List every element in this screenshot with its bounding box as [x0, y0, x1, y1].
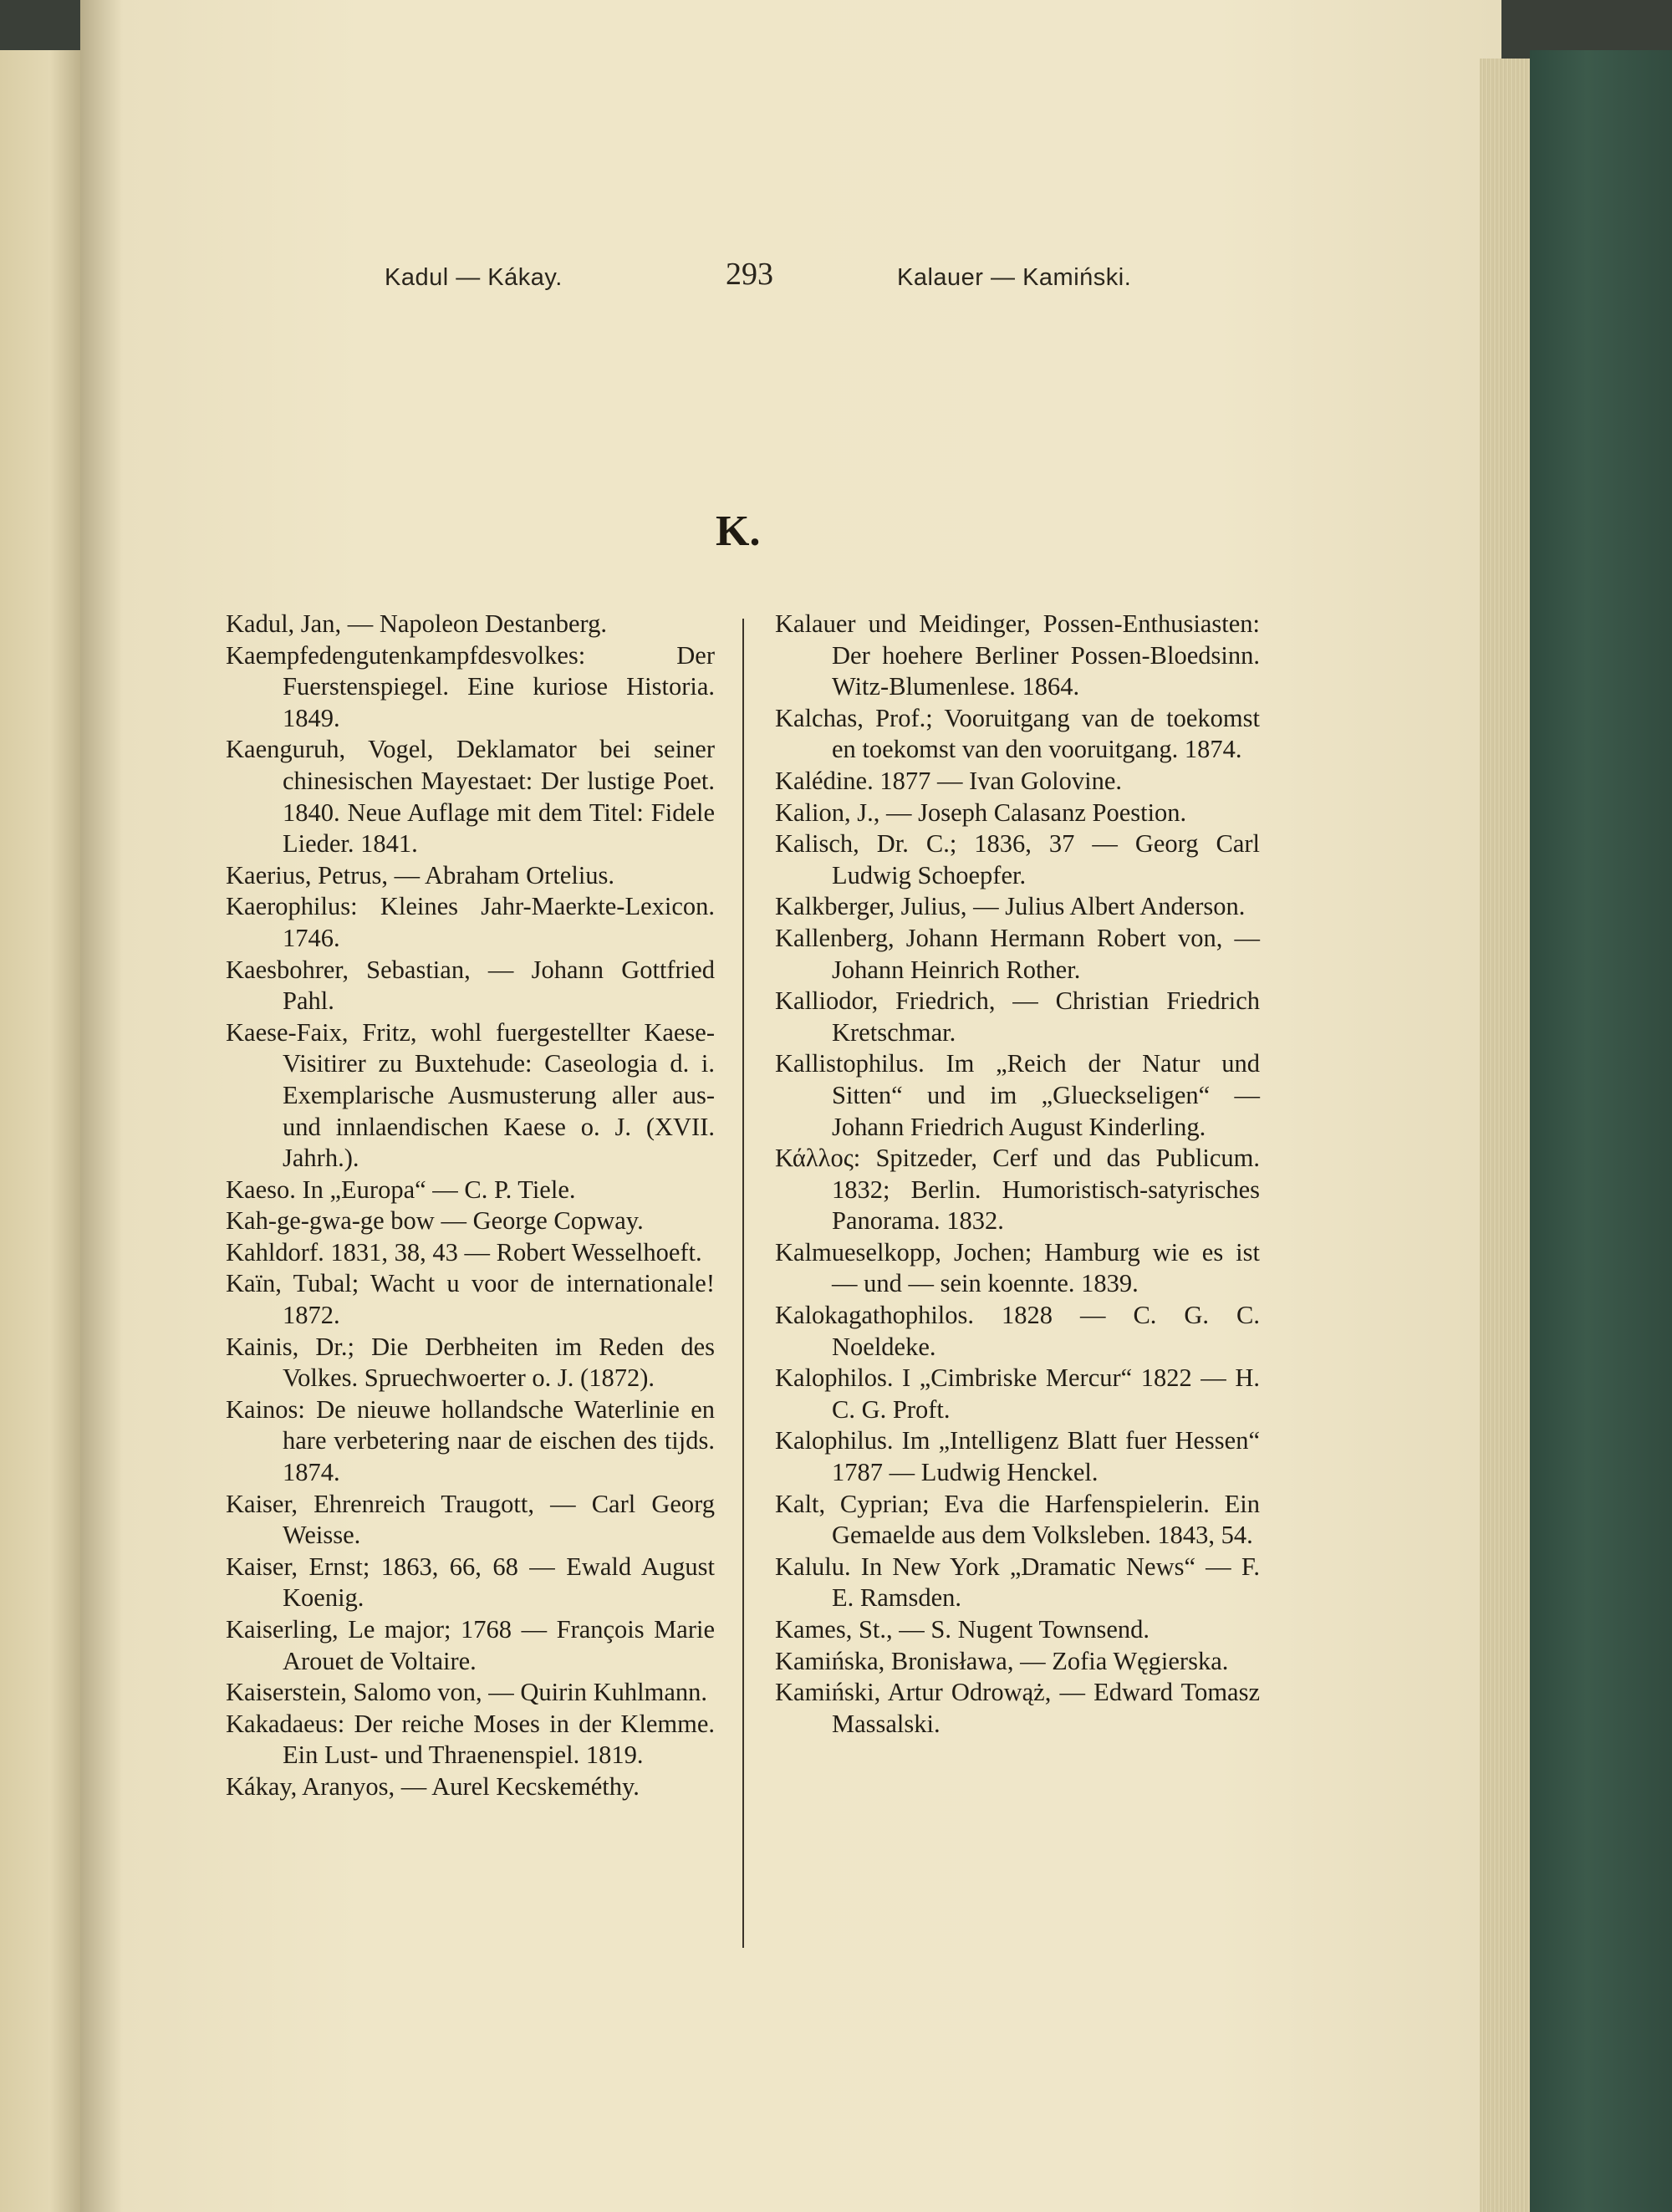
index-entry: Kahldorf. 1831, 38, 43 — Robert Wesselhoeft. [226, 1237, 702, 1267]
page-stack-edge [1480, 59, 1530, 2212]
index-entry: Kalion, J., — Joseph Calasanz Poestion. [775, 798, 1187, 827]
index-entry: Κάλλος: Spitzeder, Cerf und das Publicum. 1832; Berlin. Humoristisch-satyrisches Panorama. 1832. [775, 1144, 1260, 1236]
column-divider [742, 619, 744, 1948]
index-entry: Kaiser, Ernst; 1863, 66, 68 — Ewald August Koenig. [226, 1552, 715, 1613]
running-header-right: Kalauer — Kamiński. [897, 264, 1132, 291]
index-entry: Kalophilos. I „Cimbriske Mercur“ 1822 — H. C. G. Proft. [775, 1363, 1260, 1424]
index-entry: Kaiserstein, Salomo von, — Quirin Kuhlmann. [226, 1678, 708, 1707]
index-entry: Kadul, Jan, — Napoleon Destanberg. [226, 609, 607, 638]
index-entry: Kallistophilus. Im „Reich der Natur und Sitten“ und im „Glueckseligen“ — Johann Friedrich August Kinderling. [775, 1049, 1260, 1141]
index-entry: Kamiński, Artur Odrowąż, — Edward Tomasz Massalski. [775, 1678, 1260, 1738]
right-column [775, 609, 1260, 1740]
index-entry: Kalkberger, Julius, — Julius Albert Anderson. [775, 892, 1246, 921]
book-cover [1530, 50, 1672, 2212]
page-number: 293 [726, 257, 773, 292]
index-entry: Kalmueselkopp, Jochen; Hamburg wie es ist — und — sein koennte. 1839. [775, 1237, 1260, 1298]
facing-page-edge [0, 50, 84, 2212]
index-entry: Kalokagathophilos. 1828 — C. G. C. Noeldeke. [775, 1301, 1260, 1361]
index-entry: Kaïn, Tubal; Wacht u voor de internationale! 1872. [226, 1269, 715, 1330]
running-header-left: Kadul — Kákay. [385, 264, 563, 291]
index-entry: Kaese-Faix, Fritz, wohl fuergestellter Kaese-Visitirer zu Buxtehude: Caseologia d. i. Exemplarische Ausmusterung aller aus- und innlaendischen Kaese o. J. (XVII. Jahrh.). [226, 1017, 715, 1173]
index-entry: Kaerius, Petrus, — Abraham Ortelius. [226, 860, 615, 889]
index-entry: Kames, St., — S. Nugent Townsend. [775, 1615, 1150, 1644]
index-entry: Kaesbohrer, Sebastian, — Johann Gottfried Pahl. [226, 955, 715, 1016]
index-entry: Kaiser, Ehrenreich Traugott, — Carl Georg Weisse. [226, 1489, 715, 1550]
left-column [226, 609, 715, 1803]
index-entry: Kainos: De nieuwe hollandsche Waterlinie en hare verbetering naar de eischen des tijds. 1874. [226, 1394, 715, 1487]
index-entry: Kallenberg, Johann Hermann Robert von, — Johann Heinrich Rother. [775, 923, 1260, 984]
index-entry: Kalauer und Meidinger, Possen-Enthusiasten: Der hoehere Berliner Possen-Bloedsinn. Witz-Blumenlese. 1864. [775, 609, 1260, 701]
index-entry: Kainis, Dr.; Die Derbheiten im Reden des Volkes. Spruechwoerter o. J. (1872). [226, 1332, 715, 1393]
section-letter: K. [716, 507, 761, 555]
index-entry: Kaiserling, Le major; 1768 — François Marie Arouet de Voltaire. [226, 1615, 715, 1675]
index-entry: Kalchas, Prof.; Vooruitgang van de toekomst en toekomst van den vooruitgang. 1874. [775, 703, 1260, 764]
index-entry: Kalédine. 1877 — Ivan Golovine. [775, 766, 1123, 795]
index-entry: Kamińska, Bronisława, — Zofia Węgierska. [775, 1646, 1229, 1675]
index-entry: Kalulu. In New York „Dramatic News“ — F. E. Ramsden. [775, 1552, 1260, 1613]
index-entry: Kaerophilus: Kleines Jahr-Maerkte-Lexicon. 1746. [226, 892, 715, 952]
index-entry: Kah-ge-gwa-ge bow — George Copway. [226, 1206, 644, 1236]
index-entry: Kalisch, Dr. C.; 1836, 37 — Georg Carl Ludwig Schoepfer. [775, 829, 1260, 889]
index-entry: Kaeso. In „Europa“ — C. P. Tiele. [226, 1175, 576, 1204]
index-entry: Kákay, Aranyos, — Aurel Kecskeméthy. [226, 1771, 640, 1801]
index-entry: Kaenguruh, Vogel, Deklamator bei seiner chinesischen Mayestaet: Der lustige Poet. 1840. Neue Auflage mit dem Titel: Fidele Lieder. 1841. [226, 735, 715, 859]
index-entry: Kalt, Cyprian; Eva die Harfenspielerin. Ein Gemaelde aus dem Volksleben. 1843, 54. [775, 1489, 1260, 1550]
index-entry: Kakadaeus: Der reiche Moses in der Klemme. Ein Lust- und Thraenenspiel. 1819. [226, 1709, 715, 1770]
index-entry: Kaempfedengutenkampfdesvolkes: Der Fuerstenspiegel. Eine kuriose Historia. 1849. [226, 640, 715, 732]
index-entry: Kalophilus. Im „Intelligenz Blatt fuer Hessen“ 1787 — Ludwig Henckel. [775, 1426, 1260, 1487]
index-entry: Kalliodor, Friedrich, — Christian Friedrich Kretschmar. [775, 986, 1260, 1047]
